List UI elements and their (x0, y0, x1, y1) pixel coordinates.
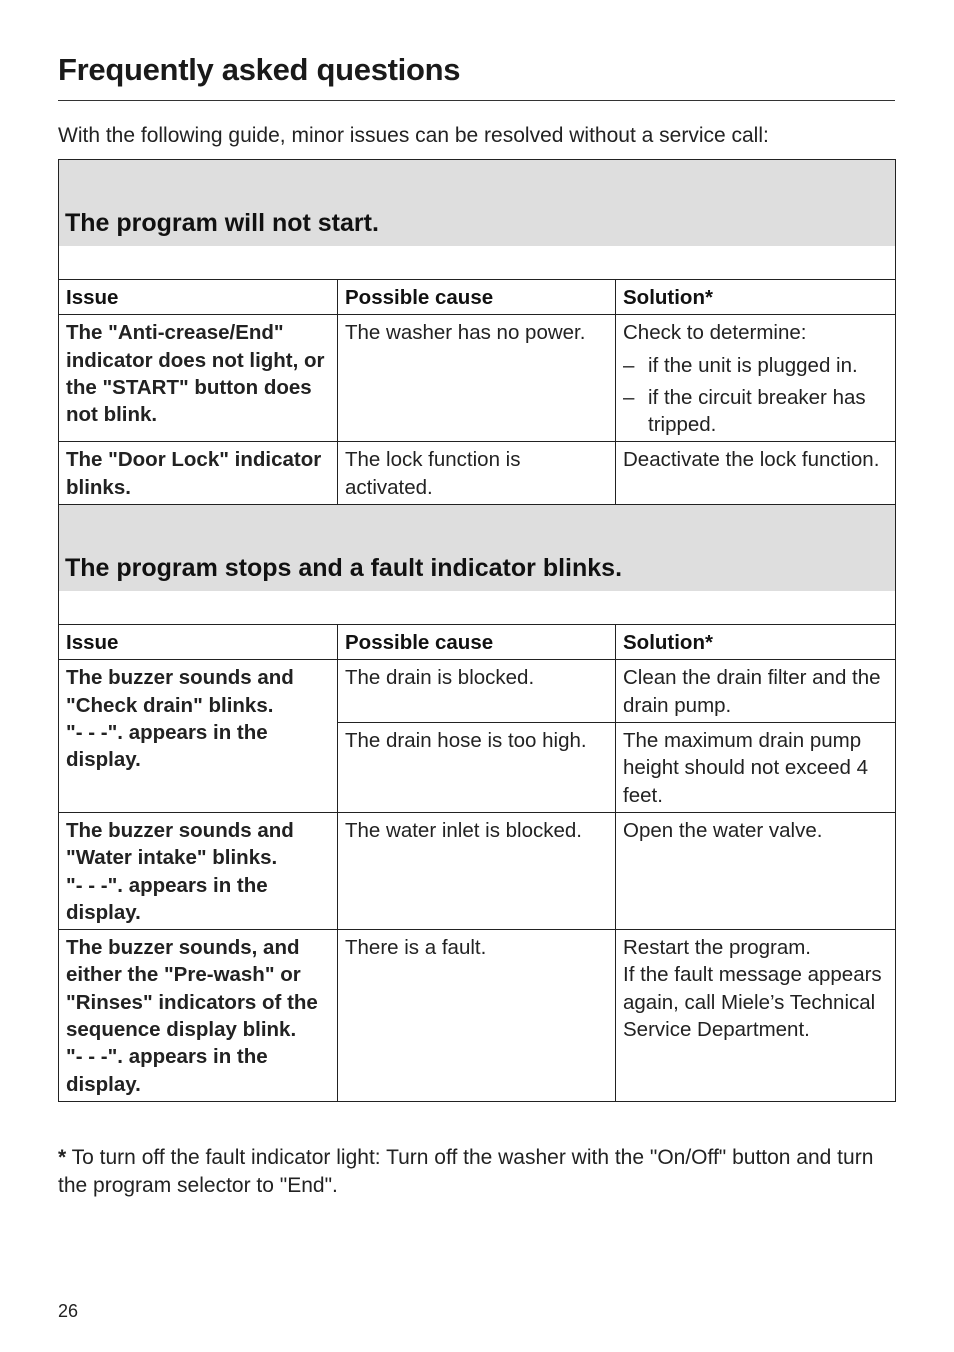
solution-intro: Check to determine: (623, 321, 807, 345)
issue-display-note: "- - -". appears in the display. (66, 720, 268, 772)
section-spacer (59, 246, 896, 280)
footnote-text: To turn off the fault indicator light: Turn off the washer with the "On/Off" button and turn the program selector to "End". (58, 1146, 874, 1197)
column-header-solution: Solution* (616, 280, 896, 315)
cause-cell: The water inlet is blocked. (338, 812, 616, 929)
issue-cell (59, 930, 338, 1102)
column-header-issue: Issue (59, 625, 338, 660)
footnote-marker: * (58, 1146, 67, 1169)
table-row (59, 442, 896, 505)
issue-display-note: "- - -". appears in the display. (66, 1045, 268, 1096)
section-header-row (59, 160, 896, 247)
issue-text: The buzzer sounds, and either the "Pre-wash" or "Rinses" indicators of the sequence display blink. (66, 936, 318, 1042)
issue-cell (59, 812, 338, 929)
issue-text: The buzzer sounds and "Water intake" blinks. (66, 818, 294, 870)
table-row (59, 930, 896, 1102)
column-header-cause: Possible cause (338, 280, 616, 315)
solution-cell (616, 930, 896, 1102)
intro-text: With the following guide, minor issues can be resolved without a service call: (58, 124, 769, 147)
issue-display-note: "- - -". appears in the display. (66, 873, 268, 924)
cause-cell: There is a fault. (338, 930, 616, 1102)
cause-cell: The lock function is activated. (338, 442, 616, 505)
solution-list-item (623, 352, 889, 379)
solution-cell: Clean the drain filter and the drain pump. (616, 660, 896, 723)
section-spacer-row (59, 591, 896, 625)
column-header-cause: Possible cause (338, 625, 616, 660)
solution-item-text: if the unit is plugged in. (648, 353, 858, 377)
solution-cell: The maximum drain pump height should not exceed 4 feet. (616, 722, 896, 812)
cause-cell: The washer has no power. (338, 315, 616, 442)
issue-cell: The "Door Lock" indicator blinks. (59, 442, 338, 505)
issue-cell: The "Anti-crease/End" indicator does not light, or the "START" button does not blink. (59, 315, 338, 442)
issue-text: The buzzer sounds and "Check drain" blinks. (66, 666, 294, 717)
solution-cell: Open the water valve. (616, 812, 896, 929)
faq-table (58, 159, 896, 1102)
solution-line: Restart the program. (623, 936, 811, 960)
table-row (59, 812, 896, 929)
table-row (59, 660, 896, 723)
dash-bullet-icon: – (623, 385, 635, 409)
page-title: Frequently asked questions (58, 52, 461, 87)
solution-item-text: if the circuit breaker has tripped. (648, 385, 866, 437)
cause-cell: The drain is blocked. (338, 660, 616, 723)
solution-cell: Deactivate the lock function. (616, 442, 896, 505)
footnote (58, 1144, 878, 1199)
column-header-row (59, 625, 896, 660)
cause-cell: The drain hose is too high. (338, 722, 616, 812)
title-divider (58, 100, 895, 101)
section-title: The program will not start. (59, 160, 896, 247)
dash-bullet-icon: – (623, 353, 635, 377)
column-header-issue: Issue (59, 280, 338, 315)
solution-line: If the fault message appears again, call Miele’s Technical Service Department. (623, 963, 882, 1042)
section-title: The program stops and a fault indicator blinks. (59, 505, 896, 592)
section-header-row (59, 505, 896, 592)
section-spacer-row (59, 246, 896, 280)
issue-cell (59, 660, 338, 813)
column-header-solution: Solution* (616, 625, 896, 660)
column-header-row (59, 280, 896, 315)
page-number: 26 (58, 1301, 79, 1321)
table-row (59, 315, 896, 442)
solution-cell (616, 315, 896, 442)
solution-list-item (623, 384, 889, 439)
section-spacer (59, 591, 896, 625)
